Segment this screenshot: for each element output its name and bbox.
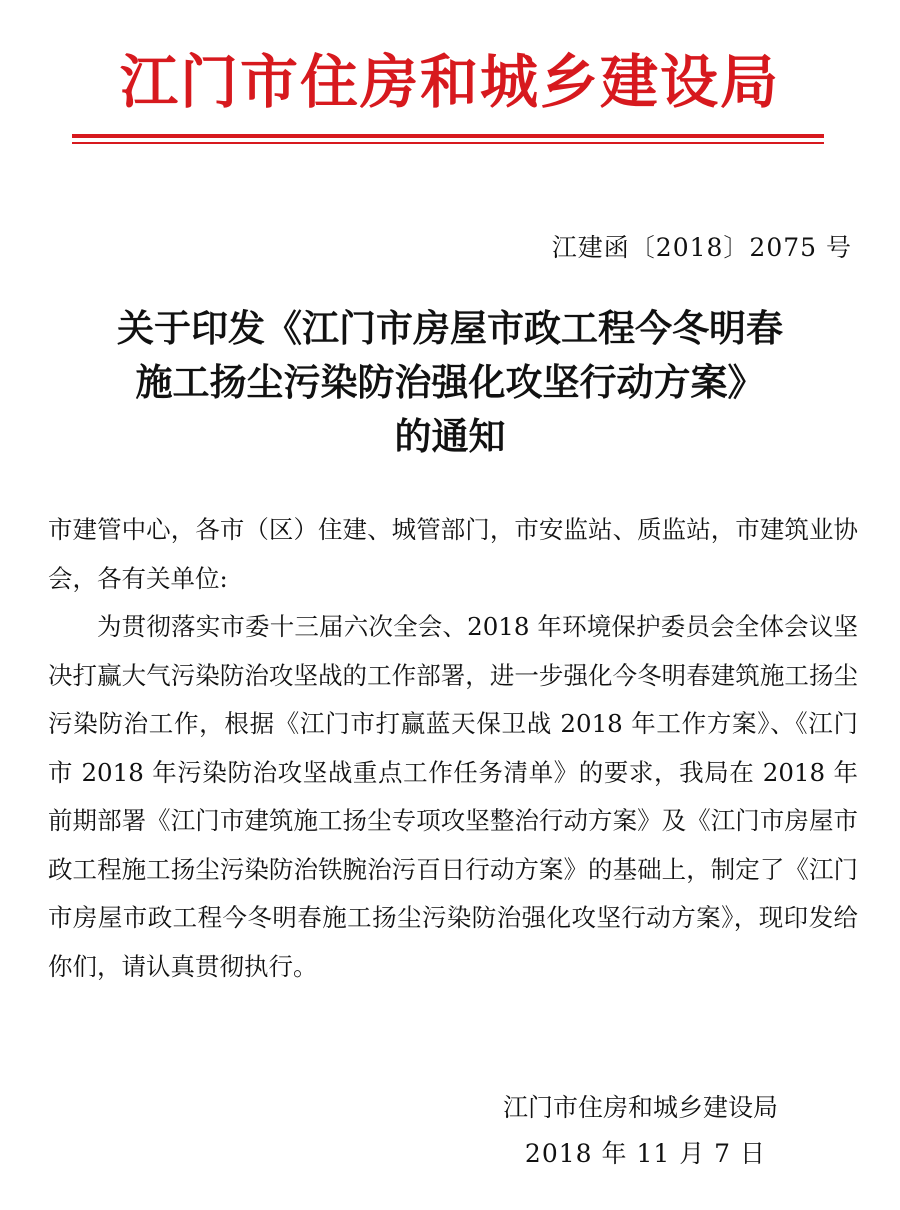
letterhead-rule-thick	[72, 134, 824, 138]
main-paragraph: 为贯彻落实市委十三届六次全会、2018 年环境保护委员会全体会议坚决打赢大气污染防治攻坚战的工作部署，进一步强化今冬明春建筑施工扬尘污染防治工作，根据《江门市打赢蓝天保卫战 2018 年工作方案》、《江门市 2018 年污染防治攻坚战重点工作任务清单》的要求，我局在 2018 年前期部署《江门市建筑施工扬尘专项攻坚整治行动方案》及《江门市房屋市政工程施工扬尘污染防治铁腕治污百日行动方案》的基础上，制定了《江门市房屋市政工程今冬明春施工扬尘污染防治强化攻坚行动方案》，现印发给你们，请认真贯彻执行。	[48, 612, 858, 981]
signature-date: 2018 年 11 月 7 日	[524, 1139, 766, 1168]
signature-block	[503, 1085, 778, 1177]
letterhead-rule-thin	[72, 142, 824, 144]
title-line: 的通知	[394, 415, 506, 458]
signature-org: 江门市住房和城乡建设局	[502, 1093, 778, 1122]
title-line: 施工扬尘污染防治强化攻坚行动方案》	[135, 361, 765, 404]
salutation: 市建管中心，各市（区）住建、城管部门，市安监站、质监站，市建筑业协会，各有关单位:	[48, 515, 858, 593]
document-number: 江建函〔2018〕2075 号	[551, 233, 852, 262]
title-line: 关于印发《江门市房屋市政工程今冬明春	[117, 307, 783, 350]
document-title	[40, 302, 860, 464]
document-body	[48, 506, 858, 991]
letterhead-org-name: 江门市住房和城乡建设局	[119, 48, 780, 116]
